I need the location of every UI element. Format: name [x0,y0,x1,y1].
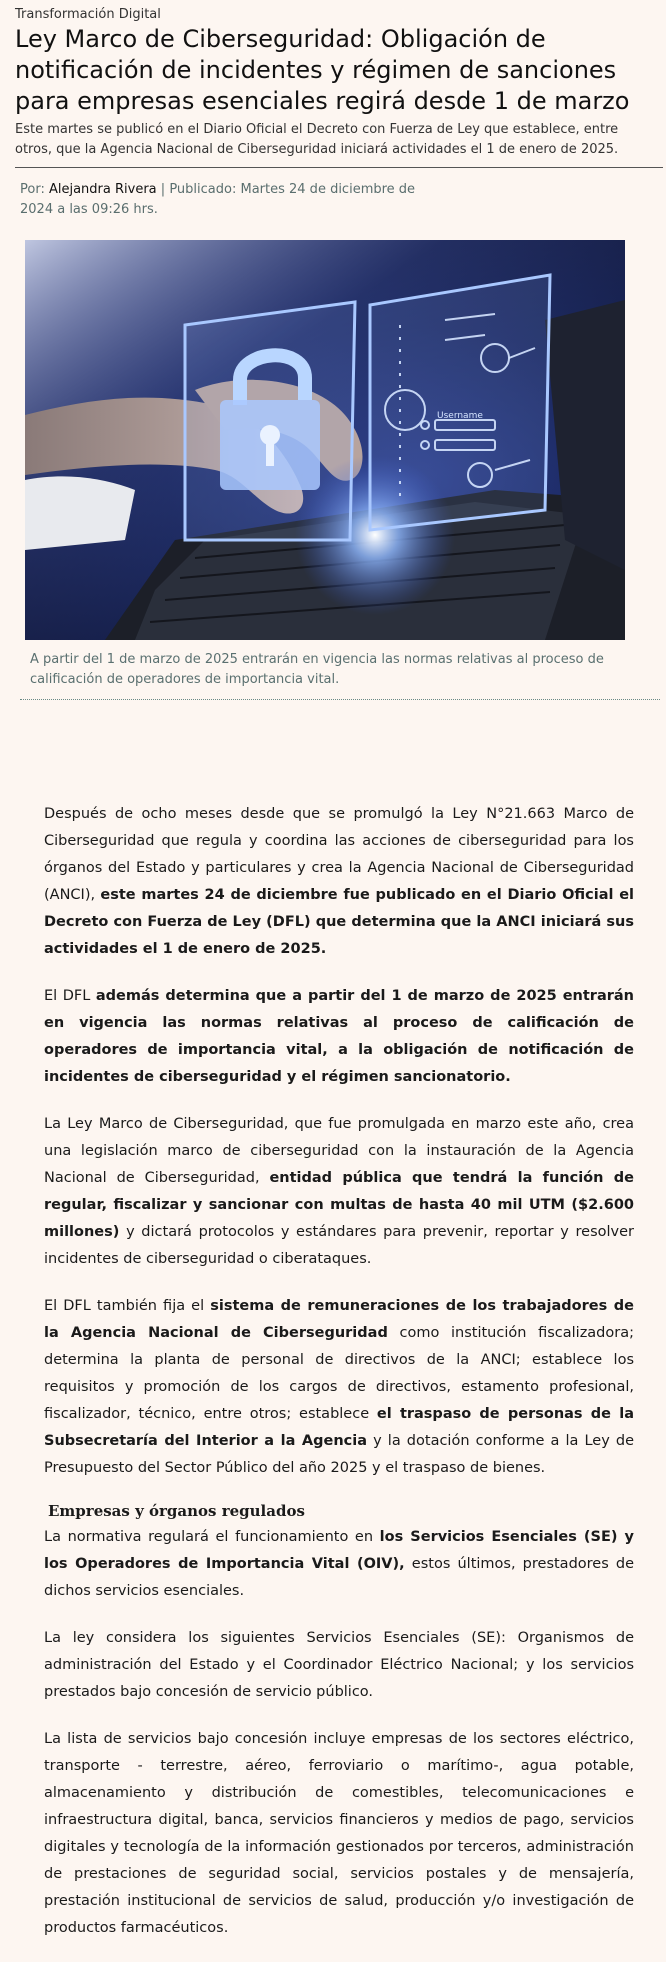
paragraph-7: La lista de servicios bajo concesión incluye empresas de los sectores eléctrico, transporte - terrestre, aéreo, ferroviario o marítimo-, agua potable, almacenamiento y distribución de comestibles, telecomunicaciones e infraestructura digital, banca, servicios financieros y medios de pago, servicios digitales y tecnología de la información gestionados por terceros, administración de prestaciones de seguridad social, servicios postales y de mensajería, prestación institucional de servicios de salud, producción y/o investigación de productos farmacéuticos. [44,1731,634,1936]
header-divider [15,167,663,168]
paragraph-3: La Ley Marco de Ciberseguridad, que fue promulgada en marzo este año, crea una legislación marco de ciberseguridad con la instauración de la Agencia Nacional de Ciberseguridad, entidad pública que tendrá la función de regular, fiscalizar y sancionar con multas de hasta 40 mil UTM ($2.600 millones) y dictará protocolos y estándares para prevenir, reportar y resolver incidentes de ciberseguridad o ciberataques. [44,1116,634,1267]
cybersecurity-illustration [25,240,625,640]
section-tag[interactable]: Transformación Digital [15,7,161,22]
byline-author[interactable]: Alejandra Rivera [48,182,157,197]
article-lead: Este martes se publicó en el Diario Oficial el Decreto con Fuerza de Ley que establece, entre otros, que la Agencia Nacional de Ciberseguridad iniciará actividades el 1 de enero de 2025. [15,122,619,157]
subheading: Empresas y órganos regulados [48,1502,305,1520]
article-body [44,801,634,1962]
caption-divider [20,699,660,700]
byline-by-label: Por: [20,182,45,197]
paragraph-2: El DFL además determina que a partir del 1 de marzo de 2025 entrarán en vigencia las normas relativas al proceso de calificación de operadores de importancia vital, a la obligación de notificación de incidentes de ciberseguridad y el régimen sancionatorio. [44,988,635,1085]
byline [20,180,450,220]
image-caption: A partir del 1 de marzo de 2025 entrarán en vigencia las normas relativas al proceso de calificación de operadores de importancia vital. [30,652,604,687]
screen-label: Username [437,411,483,421]
paragraph-6: La ley considera los siguientes Servicios Esenciales (SE): Organismos de administración del Estado y el Coordinador Eléctrico Nacional; y los servicios prestados bajo concesión de servicio público. [44,1630,634,1700]
paragraph-1: Después de ocho meses desde que se promulgó la Ley N°21.663 Marco de Ciberseguridad que regula y coordina las acciones de ciberseguridad para los órganos del Estado y particulares y crea la Agencia Nacional de Ciberseguridad (ANCI), este martes 24 de diciembre fue publicado en el Diario Oficial el Decreto con Fuerza de Ley (DFL) que determina que la ANCI iniciará sus actividades el 1 de enero de 2025. [44,806,634,957]
hero-image [25,240,625,640]
paragraph-4: El DFL también fija el sistema de remuneraciones de los trabajadores de la Agencia Nacional de Ciberseguridad como institución fiscalizadora; determina la planta de personal de directivos de la ANCI; establece los requisitos y promoción de los cargos de directivos, estamento profesional, fiscalizador, técnico, entre otros; establece el traspaso de personas de la Subsecretaría del Interior a la Agencia y la dotación conforme a la Ley de Presupuesto del Sector Público del año 2025 y el traspaso de bienes. [44,1298,634,1476]
paragraph-5: La normativa regulará el funcionamiento en los Servicios Esenciales (SE) y los Operadores de Importancia Vital (OIV), estos últimos, prestadores de dichos servicios esenciales. [44,1529,635,1599]
article-headline: Ley Marco de Ciberseguridad: Obligación de notificación de incidentes y régimen de sanciones para empresas esenciales regirá desde 1 de marzo [15,25,630,115]
byline-published-date: Martes 24 de diciembre de 2024 a las 09:26 hrs. [20,182,416,217]
byline-separator: | [160,182,166,197]
byline-published-label: Publicado: [169,182,237,197]
